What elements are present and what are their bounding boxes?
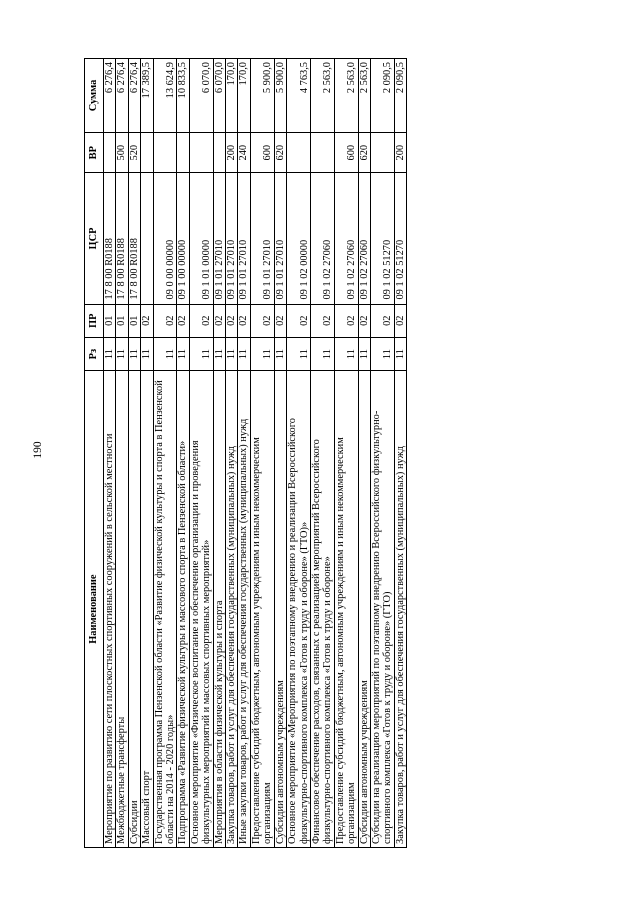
cell-csr: 09 1 02 27060 <box>358 173 370 304</box>
cell-name: Финансовое обеспечение расходов, связанных с реализацией мероприятий Всероссийского физкультурно-спортивного комплекса «Готов к труду и обороне» <box>310 371 334 848</box>
table-row <box>104 59 116 848</box>
table-row <box>274 59 286 848</box>
table-row <box>238 59 250 848</box>
cell-rz: 11 <box>104 337 116 370</box>
cell-vr: 200 <box>226 132 238 173</box>
cell-name: Основное мероприятие «Физическое воспитание и обеспечение организации и проведения физкультурных мероприятий и массовых спортивных мероприятий» <box>189 371 213 848</box>
cell-pr: 02 <box>394 304 406 337</box>
cell-sum: 10 833,5 <box>177 59 189 133</box>
table-row <box>116 59 128 848</box>
table-row <box>394 59 406 848</box>
cell-rz: 11 <box>310 337 334 370</box>
cell-sum: 6 276,4 <box>116 59 128 133</box>
table-body <box>104 59 407 848</box>
cell-csr: 09 1 01 27010 <box>250 173 274 304</box>
cell-vr <box>189 132 213 173</box>
cell-sum: 5 900,0 <box>274 59 286 133</box>
cell-vr <box>370 132 394 173</box>
cell-name: Массовый спорт <box>141 371 153 848</box>
cell-csr: 09 1 01 27010 <box>226 173 238 304</box>
cell-sum: 170,0 <box>238 59 250 133</box>
cell-csr: 09 1 02 00000 <box>287 173 311 304</box>
cell-sum: 6 276,4 <box>128 59 140 133</box>
table-row <box>370 59 394 848</box>
cell-pr: 02 <box>334 304 358 337</box>
cell-sum: 6 070,0 <box>213 59 225 133</box>
cell-name: Субсидии автономным учреждениям <box>274 371 286 848</box>
cell-csr: 17 8 00 R0188 <box>104 173 116 304</box>
cell-csr: 09 1 02 27060 <box>310 173 334 304</box>
cell-vr <box>153 132 177 173</box>
cell-vr <box>104 132 116 173</box>
cell-sum: 6 276,4 <box>104 59 116 133</box>
cell-sum: 2 563,0 <box>334 59 358 133</box>
cell-vr <box>141 132 153 173</box>
cell-vr: 500 <box>116 132 128 173</box>
cell-name: Государственная программа Пензенской области «Развитие физической культуры и спорта в Пензенской области на 2014 - 2020 годы» <box>153 371 177 848</box>
table-row <box>128 59 140 848</box>
cell-sum: 4 763,5 <box>287 59 311 133</box>
table-row <box>226 59 238 848</box>
rotated-table-wrapper <box>84 58 407 848</box>
cell-rz: 11 <box>153 337 177 370</box>
header-sum: Сумма <box>85 59 104 133</box>
cell-name: Мероприятия в области физической культуры и спорта <box>213 371 225 848</box>
cell-sum: 17 389,5 <box>141 59 153 133</box>
cell-pr: 02 <box>370 304 394 337</box>
cell-rz: 11 <box>226 337 238 370</box>
cell-name: Иные закупки товаров, работ и услуг для обеспечения государственных (муниципальных) нужд <box>238 371 250 848</box>
cell-rz: 11 <box>189 337 213 370</box>
cell-name: Предоставление субсидий бюджетным, автономным учреждениям и иным некоммерческим организациям <box>334 371 358 848</box>
cell-csr: 17 8 00 R0188 <box>116 173 128 304</box>
cell-pr: 02 <box>213 304 225 337</box>
table-row <box>358 59 370 848</box>
budget-table <box>84 58 407 848</box>
cell-name: Субсидии на реализацию мероприятий по поэтапному внедрению Всероссийского физкультурно-спортивного комплекса «Готов к труду и обороне» (ГТО) <box>370 371 394 848</box>
page-number: 190 <box>32 441 44 459</box>
cell-csr: 09 1 01 27010 <box>213 173 225 304</box>
cell-pr: 02 <box>310 304 334 337</box>
cell-rz: 11 <box>334 337 358 370</box>
table-row <box>141 59 153 848</box>
cell-pr: 01 <box>116 304 128 337</box>
header-name: Наименование <box>85 371 104 848</box>
cell-name: Подпрограмма «Развитие физической культуры и массового спорта в Пензенской области» <box>177 371 189 848</box>
cell-pr: 02 <box>287 304 311 337</box>
cell-vr <box>310 132 334 173</box>
cell-csr: 09 1 01 27010 <box>238 173 250 304</box>
cell-csr: 09 1 01 00000 <box>189 173 213 304</box>
cell-sum: 2 563,0 <box>310 59 334 133</box>
cell-name: Мероприятие по развитию сети плоскостных спортивных сооружений в сельской местности <box>104 371 116 848</box>
cell-sum: 5 900,0 <box>250 59 274 133</box>
cell-name: Предоставление субсидий бюджетным, автономным учреждениям и иным некоммерческим организациям <box>250 371 274 848</box>
cell-vr <box>287 132 311 173</box>
cell-csr: 17 8 00 R0188 <box>128 173 140 304</box>
cell-csr <box>141 173 153 304</box>
cell-name: Субсидии автономным учреждениям <box>358 371 370 848</box>
cell-rz: 11 <box>287 337 311 370</box>
cell-rz: 11 <box>128 337 140 370</box>
cell-csr: 09 1 00 00000 <box>177 173 189 304</box>
cell-pr: 01 <box>104 304 116 337</box>
cell-pr: 01 <box>128 304 140 337</box>
cell-vr: 600 <box>250 132 274 173</box>
cell-rz: 11 <box>394 337 406 370</box>
cell-pr: 02 <box>141 304 153 337</box>
cell-name: Закупка товаров, работ и услуг для обеспечения государственных (муниципальных) нужд <box>394 371 406 848</box>
cell-csr: 09 0 00 00000 <box>153 173 177 304</box>
cell-csr: 09 1 02 51270 <box>394 173 406 304</box>
cell-pr: 02 <box>238 304 250 337</box>
table-row <box>177 59 189 848</box>
table-row <box>287 59 311 848</box>
cell-vr <box>177 132 189 173</box>
cell-rz: 11 <box>250 337 274 370</box>
cell-pr: 02 <box>189 304 213 337</box>
cell-rz: 11 <box>177 337 189 370</box>
cell-name: Субсидии <box>128 371 140 848</box>
cell-rz: 11 <box>116 337 128 370</box>
cell-vr: 520 <box>128 132 140 173</box>
table-row <box>334 59 358 848</box>
cell-rz: 11 <box>370 337 394 370</box>
cell-name: Межбюджетные трансферты <box>116 371 128 848</box>
cell-vr: 620 <box>274 132 286 173</box>
cell-sum: 2 563,0 <box>358 59 370 133</box>
cell-rz: 11 <box>141 337 153 370</box>
cell-rz: 11 <box>358 337 370 370</box>
cell-pr: 02 <box>177 304 189 337</box>
cell-sum: 170,0 <box>226 59 238 133</box>
cell-sum: 2 090,5 <box>394 59 406 133</box>
cell-vr <box>213 132 225 173</box>
table-row <box>213 59 225 848</box>
header-rz: Рз <box>85 337 104 370</box>
table-row <box>189 59 213 848</box>
header-csr: ЦСР <box>85 173 104 304</box>
table-row <box>153 59 177 848</box>
cell-rz: 11 <box>238 337 250 370</box>
cell-rz: 11 <box>213 337 225 370</box>
cell-vr: 200 <box>394 132 406 173</box>
cell-pr: 02 <box>274 304 286 337</box>
table-header-row <box>85 59 104 848</box>
header-pr: ПР <box>85 304 104 337</box>
cell-vr: 600 <box>334 132 358 173</box>
cell-name: Основное мероприятие «Мероприятия по поэтапному внедрению и реализации Всероссийского физкультурно-спортивного комплекса «Готов к труду и обороне» (ГТО)» <box>287 371 311 848</box>
cell-pr: 02 <box>358 304 370 337</box>
cell-rz: 11 <box>274 337 286 370</box>
cell-vr: 240 <box>238 132 250 173</box>
cell-name: Закупка товаров, работ и услуг для обеспечения государственных (муниципальных) нужд <box>226 371 238 848</box>
cell-pr: 02 <box>226 304 238 337</box>
cell-pr: 02 <box>250 304 274 337</box>
cell-csr: 09 1 02 27060 <box>334 173 358 304</box>
cell-csr: 09 1 02 51270 <box>370 173 394 304</box>
cell-sum: 13 624,9 <box>153 59 177 133</box>
cell-csr: 09 1 01 27010 <box>274 173 286 304</box>
table-row <box>250 59 274 848</box>
cell-sum: 2 090,5 <box>370 59 394 133</box>
cell-vr: 620 <box>358 132 370 173</box>
table-row <box>310 59 334 848</box>
header-vr: ВР <box>85 132 104 173</box>
cell-sum: 6 070,0 <box>189 59 213 133</box>
cell-pr: 02 <box>153 304 177 337</box>
